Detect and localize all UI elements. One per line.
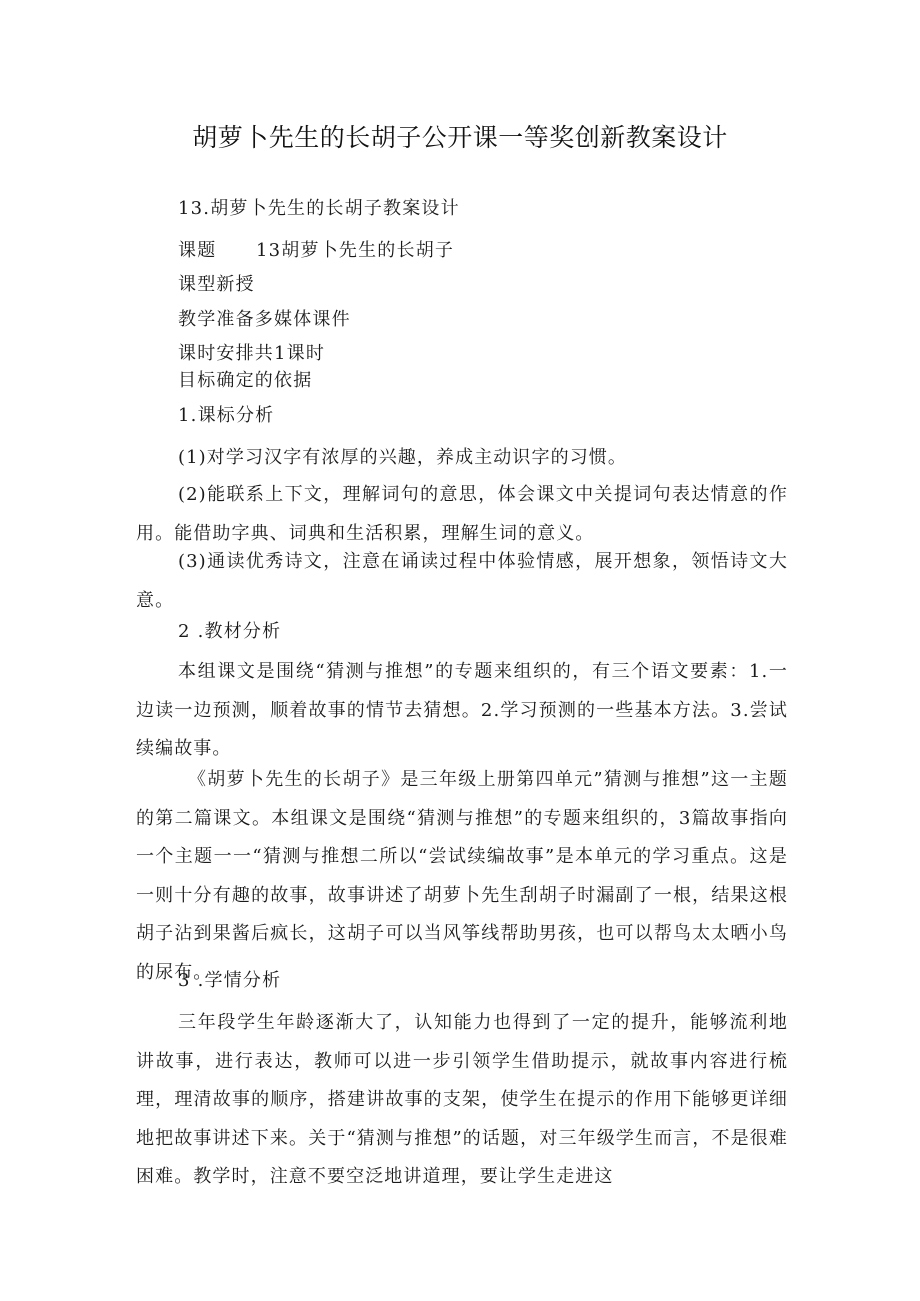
students-paragraph: 三年段学生年龄逐渐大了，认知能力也得到了一定的提升，能够流利地讲故事，进行表达，教师可以进一步引领学生借助提示，就故事内容进行梳理，理清故事的顺序，搭建讲故事的支架，使学生在提示的作用下能够更详细地把故事讲述下来。关于“猜测与推想”的话题，对三年级学生而言，不是很难困难。教学时，注意不要空泛地讲道理，要让学生走进这 [136, 1012, 788, 1187]
section-title-materials: 2 .教材分析 [178, 621, 282, 642]
curriculum-item: (3)通读优秀诗文，注意在诵读过程中体验情感，展开想象，领悟诗文大意。 [136, 551, 788, 611]
section-title-students: 3 .学情分析 [178, 970, 282, 991]
class-schedule: 课时安排共1课时 [178, 343, 326, 364]
course-value: 13胡萝卜先生的长胡子 [256, 240, 455, 261]
lesson-heading: 13.胡萝卜先生的长胡子教案设计 [178, 198, 460, 219]
teaching-prep: 教学准备多媒体课件 [178, 309, 351, 330]
materials-paragraph: 《胡萝卜先生的长胡子》是三年级上册第四单元”猜测与推想”这一主题的第二篇课文。本组课文是围绕“猜测与推想”的专题来组织的，3篇故事指向一个主题一一“猜测与推想二所以“尝试续编故事”是本单元的学习重点。这是一则十分有趣的故事，故事讲述了胡萝卜先生刮胡子时漏副了一根，结果这根胡子沾到果酱后疯长，这胡子可以当风筝线帮助男孩，也可以帮鸟太太晒小鸟的尿布。 [136, 769, 788, 983]
materials-paragraph: 本组课文是围绕“猜测与推想”的专题来组织的，有三个语文要素：1.一边读一边预测，顺着故事的情节去猜想。2.学习预测的一些基本方法。3.尝试续编故事。 [136, 661, 788, 759]
document-title: 胡萝卜先生的长胡子公开课一等奖创新教案设计 [192, 123, 728, 152]
course-label: 课题 [178, 240, 217, 261]
curriculum-item: (1)对学习汉字有浓厚的兴趣，养成主动识字的习惯。 [178, 447, 627, 468]
course-type: 课型新授 [178, 274, 255, 295]
section-title-curriculum: 1.课标分析 [178, 405, 275, 426]
objective-basis: 目标确定的依据 [178, 370, 313, 391]
curriculum-item: (2)能联系上下文，理解词句的意思，体会课文中关提词句表达情意的作用。能借助字典、词典和生活积累，理解生词的意义。 [136, 484, 788, 544]
